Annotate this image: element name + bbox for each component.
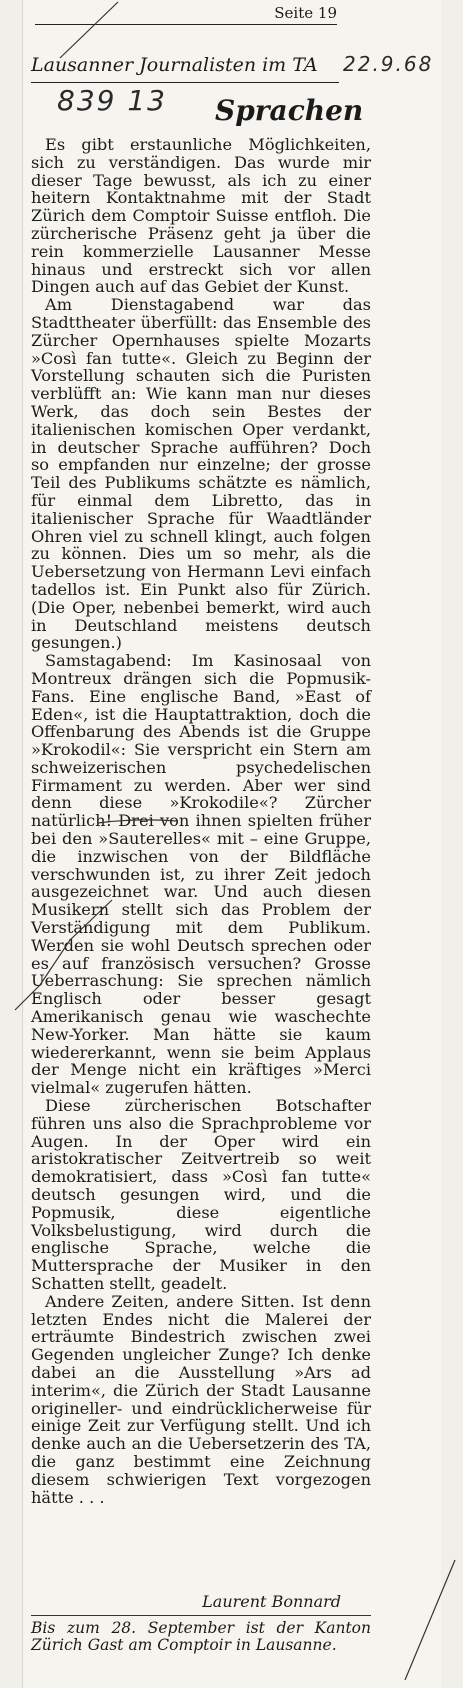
kicker-rule [31,82,339,83]
paragraph: Andere Zeiten, andere Sitten. Ist denn letzten Endes nicht die Malerei der erträumte Bindestrich zwischen zwei Gegenden ungleicher Zunge? Ich denke dabei an die Ausstellung »Ars ad interim«, die Zürich der Stadt Lausanne origineller- und eindrücklicherweise für einige Zeit zur Verfügung stellt. Und ich denke auch an die Uebersetzerin des TA, die ganz bestimmt eine Zeichnung diesem schwierigen Text vorgezogen hätte . . . [31,1291,371,1507]
page-number: Seite 19 [274,4,337,22]
paragraph: Diese zürcherischen Botschafter führen uns also die Sprachprobleme vor Augen. In der Oper wird ein aristokratischer Zeitvertreib so weit demokratisiert, dass »Così fan tutte« deutsch gesungen wird, und die Popmusik, diese eigentliche Volksbelustigung, wird durch die englische Sprache, welche die Muttersprache der Musiker in den Schatten stellt, geadelt. [31,1096,371,1293]
kicker-line: Lausanner Journalisten im TA [31,54,318,76]
paragraph: Am Dienstagabend war das Stadttheater überfüllt: das Ensemble des Zürcher Opernhauses spielte Mozarts »Così fan tutte«. Gleich zu Beginn der Vorstellung schauten sich die Puristen verblüfft an: Wie kann man nur dieses Werk, das doch sein Bestes der italienischen komischen Oper verdankt, in deutscher Sprache aufführen? Doch so empfanden nur einzelne; der grosse Teil des Publikums schätzte es nämlich, für einmal dem Libretto, das in italienischer Sprache für Waadtländer Ohren viel zu schnell klingt, auch folgen zu können. Dies um so mehr, als die Uebersetzung von Hermann Levi einfach tadellos ist. Ein Punkt also für Zürich. (Die Oper, nebenbei bemerkt, wird auch in Deutschland meistens deutsch gesungen.) [31,295,371,653]
handwritten-number: 839 13 [57,84,167,117]
footnote-rule [31,1615,371,1616]
article-body [31,136,371,1506]
header-rule [35,24,337,25]
handwritten-date: 22.9.68 [343,52,434,76]
author-byline: Laurent Bonnard [202,1592,341,1611]
newspaper-clipping [22,0,441,1688]
article-headline: Sprachen [215,94,364,127]
footnote: Bis zum 28. September ist der Kanton Zürich Gast am Comptoir in Lausanne. [31,1619,371,1654]
paragraph: Es gibt erstaunliche Möglichkeiten, sich zu verständigen. Das wurde mir dieser Tage bewusst, als ich zu einer heitern Kontaktnahme mit der Stadt Zürich dem Comptoir Suisse entfloh. Die zürcherische Präsenz geht ja über die rein kommerzielle Lausanner Messe hinaus und erstreckt sich vor allen Dingen auch auf das Gebiet der Kunst. [31,135,371,297]
paragraph: Samstagabend: Im Kasinosaal von Montreux drängen sich die Popmusik-Fans. Eine englische Band, »East of Eden«, ist die Hauptattraktion, doch die Offenbarung des Abends ist die Gruppe »Krokodil«: Sie verspricht ein Stern am schweizerischen psychedelischen Firmament zu werden. Aber wer sind denn diese »Krokodile«? Zürcher natürlich! Drei von ihnen spielten früher bei den »Sauterelles« mit – eine Gruppe, die inzwischen von der Bildfläche verschwunden ist, zu ihrer Zeit jedoch ausgezeichnet war. Und auch diesen Musikern stellt sich das Problem der Verständigung mit dem Publikum. Werden sie wohl Deutsch sprechen oder es auf französisch versuchen? Grosse Ueberraschung: Sie sprechen nämlich Englisch oder besser gesagt Amerikanisch genau wie waschechte New-Yorker. Man hätte sie kaum wiedererkannt, wenn sie beim Applaus der Menge nicht ein kräftiges »Merci vielmal« zugerufen hätten. [31,651,371,1098]
